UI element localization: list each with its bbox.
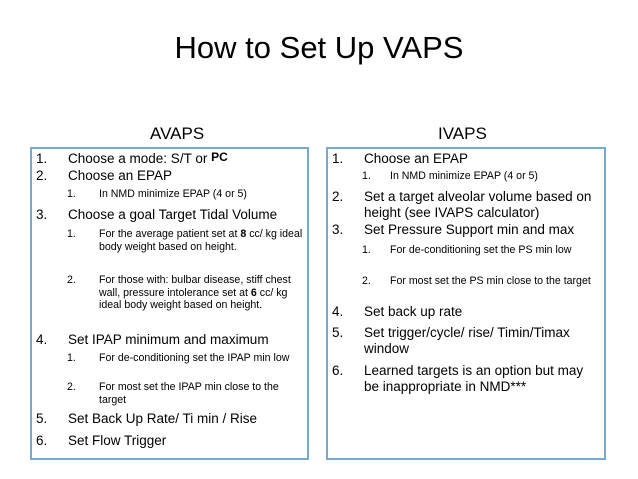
item-number: 3. <box>36 207 48 222</box>
item-number: 1. <box>362 170 371 182</box>
item-text: Set trigger/cycle/ rise/ Timin/Timax window <box>364 325 570 356</box>
ivaps-heading: IVAPS <box>438 124 487 143</box>
item-number: 5. <box>332 325 344 340</box>
item-number: 1. <box>332 151 344 166</box>
item-number: 1. <box>67 228 76 240</box>
sub-item <box>67 381 303 406</box>
list-item <box>332 189 600 220</box>
list-item <box>332 304 604 320</box>
item-text-bold: 8 <box>240 228 247 240</box>
item-number: 5. <box>36 411 48 426</box>
item-text: For most set the PS min close to the target <box>390 275 591 287</box>
item-text-b: cc/ kg ideal body weight based on height. <box>99 228 303 253</box>
sub-item <box>67 274 303 312</box>
list-item <box>332 222 604 238</box>
item-text: In NMD minimize EPAP (4 or 5) <box>99 188 247 200</box>
list-item <box>36 433 308 449</box>
list-item <box>332 151 604 167</box>
item-text-bold: 6 <box>250 286 257 299</box>
item-text: Set IPAP minimum and maximum <box>68 332 269 347</box>
sub-item <box>67 352 303 365</box>
item-text: Choose a mode: S/T or <box>68 151 212 166</box>
sub-item <box>362 244 602 257</box>
item-text: Set Pressure Support min and max <box>364 222 575 237</box>
item-text: Learned targets is an option but may be inappropriate in NMD*** <box>364 363 584 394</box>
item-text: Set Flow Trigger <box>68 433 167 448</box>
item-number: 4. <box>36 332 48 347</box>
list-item <box>36 151 306 168</box>
item-text-a: For the average patient set at <box>99 228 241 240</box>
item-text: Choose a goal Target Tidal Volume <box>68 207 278 222</box>
list-item <box>36 207 308 223</box>
item-number: 1. <box>36 151 48 166</box>
item-number: 6. <box>332 363 344 378</box>
list-item <box>332 325 572 356</box>
item-number: 2. <box>67 274 76 286</box>
item-text: Choose an EPAP <box>364 151 469 166</box>
list-item <box>36 332 308 348</box>
item-number: 1. <box>362 244 371 256</box>
item-text: For most set the IPAP min close to the target <box>99 381 279 406</box>
sub-item <box>67 188 303 201</box>
item-number: 3. <box>332 222 344 237</box>
pc-annotation: PC <box>211 150 228 164</box>
item-text: For de-conditioning set the PS min low <box>390 244 572 256</box>
avaps-heading: AVAPS <box>150 124 205 143</box>
sub-item <box>362 170 602 183</box>
item-number: 2. <box>67 381 76 393</box>
item-number: 4. <box>332 304 344 319</box>
list-item <box>36 168 306 184</box>
item-number: 1. <box>67 352 76 364</box>
item-text: For de-conditioning set the IPAP min low <box>99 352 290 364</box>
sub-item <box>362 275 602 288</box>
item-text: Set back up rate <box>364 304 463 319</box>
item-number: 6. <box>36 433 48 448</box>
item-text: Set Back Up Rate/ Ti min / Rise <box>68 411 258 426</box>
item-text-b: cc/ kg ideal body weight based on height. <box>99 286 288 311</box>
item-number: 1. <box>67 188 76 200</box>
item-number: 2. <box>362 275 371 287</box>
item-text: Choose an EPAP <box>68 168 173 183</box>
list-item <box>36 411 308 427</box>
sub-item <box>67 228 303 253</box>
page-title: How to Set Up VAPS <box>174 30 464 65</box>
item-number: 2. <box>36 168 48 183</box>
item-text: Set a target alveolar volume based on height (see IVAPS calculator) <box>364 189 592 220</box>
item-text-a: For those with: bulbar disease, stiff chest wall, pressure intolerance set at <box>99 274 291 299</box>
list-item <box>332 363 600 394</box>
item-text: In NMD minimize EPAP (4 or 5) <box>390 170 538 182</box>
item-number: 2. <box>332 189 344 204</box>
